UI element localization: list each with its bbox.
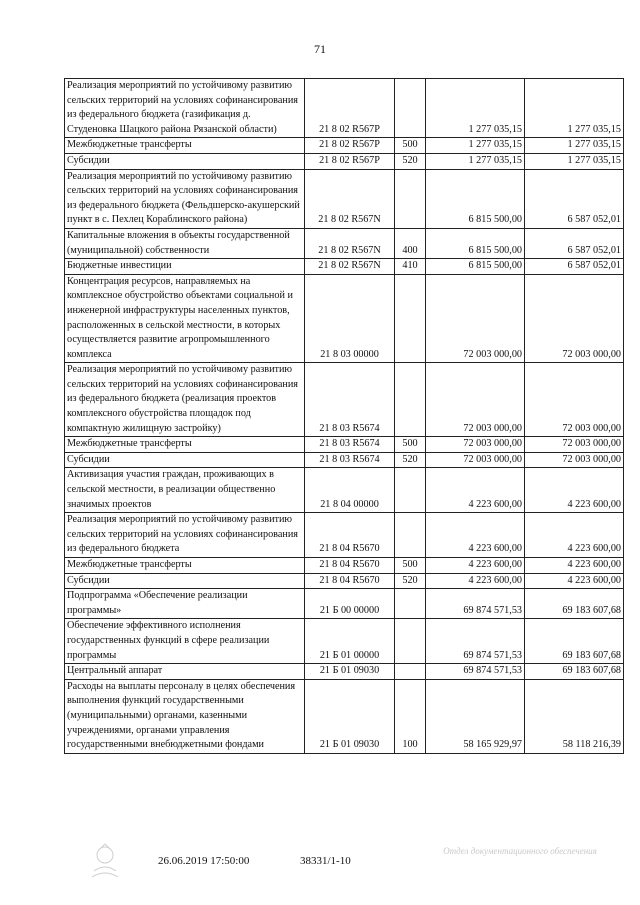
row-code: 21 8 03 00000 — [305, 274, 395, 363]
row-name: Центральный аппарат — [65, 664, 305, 680]
row-expense-type — [395, 274, 426, 363]
row-code: 21 Б 01 09030 — [305, 664, 395, 680]
row-code: 21 8 04 00000 — [305, 468, 395, 513]
row-name: Реализация мероприятий по устойчивому развитию сельских территорий на условиях софинансирования из федерального бюджета (Фельдшерско-акушерский пункт в с. Пехлец Кораблинского района) — [65, 169, 305, 228]
row-name: Капитальные вложения в объекты государственной (муниципальной) собственности — [65, 228, 305, 258]
row-name: Реализация мероприятий по устойчивому развитию сельских территорий на условиях софинансирования из федерального бюджета (газификация д. Студеновка Шацкого района Рязанской области) — [65, 79, 305, 138]
row-name: Обеспечение эффективного исполнения государственных функций в сфере реализации программы — [65, 619, 305, 664]
row-name: Реализация мероприятий по устойчивому развитию сельских территорий на условиях софинансирования из федерального бюджета (реализация проектов комплексного обустройства площадок под компактную жилищную застройку) — [65, 363, 305, 437]
row-expense-type — [395, 513, 426, 558]
row-expense-type: 500 — [395, 138, 426, 154]
row-name: Межбюджетные трансферты — [65, 558, 305, 574]
row-sum-planned: 69 874 571,53 — [426, 664, 525, 680]
table-row — [65, 153, 624, 169]
row-sum-planned: 72 003 000,00 — [426, 452, 525, 468]
row-expense-type — [395, 664, 426, 680]
row-name: Межбюджетные трансферты — [65, 437, 305, 453]
row-sum-executed: 4 223 600,00 — [525, 573, 624, 589]
row-sum-planned: 69 874 571,53 — [426, 589, 525, 619]
page-number: 71 — [314, 42, 326, 56]
row-sum-planned: 72 003 000,00 — [426, 274, 525, 363]
row-name: Активизация участия граждан, проживающих в сельской местности, в реализации общественно значимых проектов — [65, 468, 305, 513]
table-row — [65, 589, 624, 619]
row-expense-type: 400 — [395, 228, 426, 258]
row-sum-executed: 1 277 035,15 — [525, 153, 624, 169]
row-sum-planned: 4 223 600,00 — [426, 513, 525, 558]
row-sum-executed: 4 223 600,00 — [525, 558, 624, 574]
row-code: 21 8 04 R5670 — [305, 513, 395, 558]
row-code: 21 8 03 R5674 — [305, 363, 395, 437]
emblem-stamp — [88, 841, 122, 881]
row-name: Субсидии — [65, 573, 305, 589]
row-sum-executed: 72 003 000,00 — [525, 452, 624, 468]
row-sum-planned: 4 223 600,00 — [426, 573, 525, 589]
row-expense-type — [395, 589, 426, 619]
row-code: 21 Б 00 00000 — [305, 589, 395, 619]
row-expense-type: 520 — [395, 573, 426, 589]
table-row — [65, 619, 624, 664]
row-name: Субсидии — [65, 153, 305, 169]
table-row — [65, 138, 624, 154]
row-code: 21 8 02 R567P — [305, 79, 395, 138]
row-name: Межбюджетные трансферты — [65, 138, 305, 154]
row-sum-executed: 58 118 216,39 — [525, 679, 624, 753]
row-sum-planned: 6 815 500,00 — [426, 259, 525, 275]
row-name: Бюджетные инвестиции — [65, 259, 305, 275]
row-sum-executed: 6 587 052,01 — [525, 259, 624, 275]
row-code: 21 8 04 R5670 — [305, 573, 395, 589]
row-name: Расходы на выплаты персоналу в целях обеспечения выполнения функций государственными (муниципальными) органами, казенными учреждениями, органами управления государственными внебюджетными фондами — [65, 679, 305, 753]
row-sum-planned: 69 874 571,53 — [426, 619, 525, 664]
row-code: 21 8 02 R567N — [305, 169, 395, 228]
row-code: 21 8 04 R5670 — [305, 558, 395, 574]
row-sum-executed: 6 587 052,01 — [525, 228, 624, 258]
table-row — [65, 79, 624, 138]
table-row — [65, 437, 624, 453]
row-expense-type: 500 — [395, 558, 426, 574]
table-row — [65, 363, 624, 437]
table-row — [65, 169, 624, 228]
footer-date: 26.06.2019 17:50:00 — [158, 855, 250, 867]
row-sum-executed: 4 223 600,00 — [525, 513, 624, 558]
row-sum-executed: 72 003 000,00 — [525, 437, 624, 453]
row-sum-planned: 72 003 000,00 — [426, 437, 525, 453]
row-code: 21 Б 01 00000 — [305, 619, 395, 664]
row-name: Субсидии — [65, 452, 305, 468]
row-sum-planned: 4 223 600,00 — [426, 558, 525, 574]
row-sum-planned: 1 277 035,15 — [426, 79, 525, 138]
row-sum-executed: 69 183 607,68 — [525, 589, 624, 619]
row-sum-executed: 6 587 052,01 — [525, 169, 624, 228]
row-sum-planned: 72 003 000,00 — [426, 363, 525, 437]
row-sum-executed: 69 183 607,68 — [525, 619, 624, 664]
row-expense-type — [395, 169, 426, 228]
row-expense-type — [395, 79, 426, 138]
row-code: 21 8 02 R567N — [305, 259, 395, 275]
table-row — [65, 259, 624, 275]
row-code: 21 8 02 R567P — [305, 153, 395, 169]
row-expense-type: 520 — [395, 153, 426, 169]
budget-table — [64, 78, 624, 754]
table-row — [65, 573, 624, 589]
row-sum-executed: 69 183 607,68 — [525, 664, 624, 680]
row-expense-type — [395, 468, 426, 513]
row-expense-type: 410 — [395, 259, 426, 275]
row-name: Реализация мероприятий по устойчивому развитию сельских территорий на условиях софинансирования из федерального бюджета — [65, 513, 305, 558]
row-sum-planned: 4 223 600,00 — [426, 468, 525, 513]
row-expense-type: 100 — [395, 679, 426, 753]
row-sum-planned: 58 165 929,97 — [426, 679, 525, 753]
row-sum-planned: 6 815 500,00 — [426, 169, 525, 228]
row-name: Подпрограмма «Обеспечение реализации программы» — [65, 589, 305, 619]
table-row — [65, 664, 624, 680]
row-name: Концентрация ресурсов, направляемых на комплексное обустройство объектами социальной и инженерной инфраструктуры населенных пунктов, расположенных в сельской местности, в которых осуществляется развитие агропромышленного комплекса — [65, 274, 305, 363]
table-row — [65, 679, 624, 753]
row-sum-executed: 1 277 035,15 — [525, 79, 624, 138]
row-sum-planned: 1 277 035,15 — [426, 153, 525, 169]
row-code: 21 8 03 R5674 — [305, 437, 395, 453]
row-sum-executed: 4 223 600,00 — [525, 468, 624, 513]
row-code: 21 8 03 R5674 — [305, 452, 395, 468]
row-expense-type: 520 — [395, 452, 426, 468]
row-sum-planned: 1 277 035,15 — [426, 138, 525, 154]
stamp-watermark: Отдел документационного обеспечения — [443, 846, 597, 856]
footer-doc-number: 38331/1-10 — [300, 855, 351, 867]
row-sum-executed: 1 277 035,15 — [525, 138, 624, 154]
table-row — [65, 452, 624, 468]
row-expense-type — [395, 363, 426, 437]
row-sum-executed: 72 003 000,00 — [525, 363, 624, 437]
row-sum-planned: 6 815 500,00 — [426, 228, 525, 258]
table-row — [65, 228, 624, 258]
table-row — [65, 513, 624, 558]
row-code: 21 8 02 R567P — [305, 138, 395, 154]
table-row — [65, 558, 624, 574]
row-code: 21 Б 01 09030 — [305, 679, 395, 753]
table-row — [65, 274, 624, 363]
table-row — [65, 468, 624, 513]
row-sum-executed: 72 003 000,00 — [525, 274, 624, 363]
row-expense-type: 500 — [395, 437, 426, 453]
row-expense-type — [395, 619, 426, 664]
row-code: 21 8 02 R567N — [305, 228, 395, 258]
